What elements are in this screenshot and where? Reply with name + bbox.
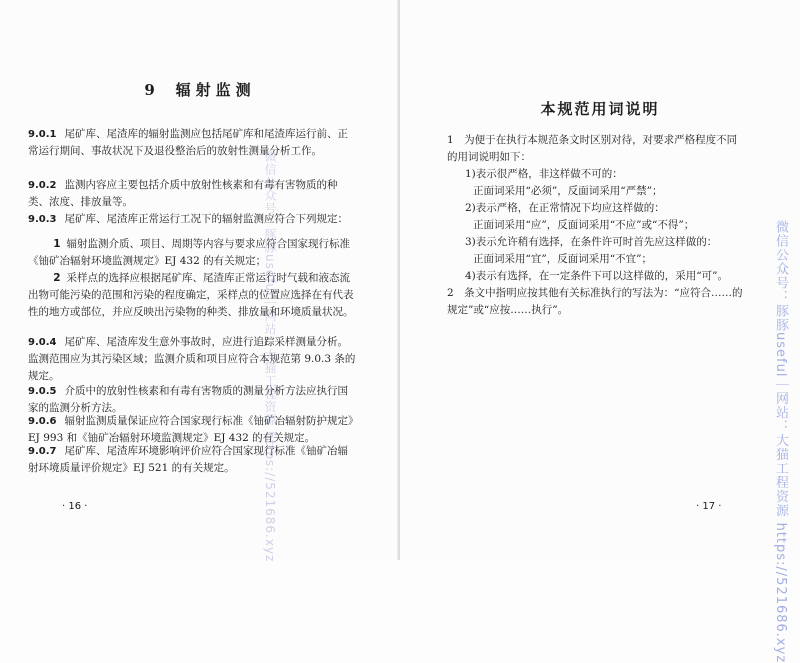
item-number: 1 <box>53 238 61 250</box>
clause-text: 监测内容应主要包括介质中放射性核素和有毒有害物质的种类、浓度、排放量等。 <box>28 179 338 208</box>
clause-text: 介质中的放射性核素和有毒有害物质的测量分析方法应执行国家的监测分析方法。 <box>28 385 348 414</box>
usage-1b-detail: 正面词采用“应”，反面词采用“不应”或“不得”； <box>473 219 695 231</box>
page-title: 本规范用词说明 <box>540 100 660 118</box>
clause-9-0-4 <box>28 334 358 385</box>
usage-1c-detail: 正面词采用“宜”，反面词采用“不宜”； <box>473 253 652 265</box>
clause-number: 9.0.6 <box>28 416 57 427</box>
clause-text: 尾矿库、尾渣库正常运行工况下的辐射监测应符合下列规定： <box>64 213 348 225</box>
clause-text: 辐射监测质量保证应符合国家现行标准《铀矿冶辐射防护规定》EJ 993 和《铀矿冶辐射环境监测规定》EJ 432 的有关规定。 <box>28 415 354 444</box>
usage-1c: 3)表示允许稍有选择，在条件许可时首先应这样做的： <box>465 236 718 248</box>
clause-text: 尾矿库、尾渣库环境影响评价应符合国家现行标准《铀矿冶辐射环境质量评价规定》EJ 521 的有关规定。 <box>28 445 348 474</box>
clause-9-0-3 <box>28 211 358 228</box>
watermark-center: 微信公众号：豚豚useful｜网站：大猫工程资源 https://521686.xyz <box>263 150 277 563</box>
item-text: 辐射监测介质、项目、周期等内容与要求应符合国家现行标准《铀矿冶辐射环境监测规定》EJ 432 的有关规定； <box>28 238 350 267</box>
chapter-title: 辐射监测 <box>175 81 256 99</box>
clause-number: 9.0.2 <box>28 180 57 191</box>
clause-number: 9.0.1 <box>28 129 57 140</box>
usage-item-1: 1 为便于在执行本规范条文时区别对待，对要求严格程度不同的用词说明如下： <box>447 134 738 163</box>
clause-number: 9.0.3 <box>28 214 57 225</box>
usage-1b: 2)表示严格，在正常情况下均应这样做的： <box>465 202 665 214</box>
chapter-heading <box>0 79 400 100</box>
clause-9-0-2 <box>28 177 358 211</box>
clause-item-1 <box>28 236 358 270</box>
clause-9-0-5 <box>28 383 358 417</box>
item-number: 2 <box>53 272 61 284</box>
item-text: 采样点的选择应根据尾矿库、尾渣库正常运行时气载和液态流出物可能污染的范围和污染的程度确定，采样点的位置应选择在有代表性的地方或部位，并应反映出污染物的种类、排放量和环境质量状况。 <box>28 272 354 318</box>
clause-number: 9.0.7 <box>28 446 57 457</box>
watermark-edge: 微信公众号：豚豚useful｜网站：大猫工程资源 https://521686.xyz <box>773 220 788 663</box>
clause-text: 尾矿库、尾渣库发生意外事故时，应进行追踪采样测量分析。监测范围应为其污染区域；监测介质和项目应符合本规范第 9.0.3 条的规定。 <box>28 336 356 382</box>
page-number: · 16 · <box>62 501 88 512</box>
chapter-number: 9 <box>144 81 158 99</box>
usage-1a-detail: 正面词采用“必须”，反面词采用“严禁”； <box>473 185 663 197</box>
usage-1a: 1)表示很严格，非这样做不可的： <box>465 168 623 180</box>
clause-text: 尾矿库、尾渣库的辐射监测应包括尾矿库和尾渣库运行前、正常运行期间、事故状况下及退役整治后的放射性测量分析工作。 <box>28 128 348 157</box>
clause-item-2 <box>28 270 358 321</box>
clause-9-0-1 <box>28 126 358 160</box>
right-page <box>400 0 800 560</box>
page-number: · 17 · <box>696 501 722 512</box>
clause-number: 9.0.5 <box>28 386 57 397</box>
left-page <box>0 0 400 563</box>
usage-1d: 4)表示有选择，在一定条件下可以这样做的，采用“可”。 <box>465 270 729 282</box>
clause-9-0-6 <box>28 413 358 447</box>
clause-number: 9.0.4 <box>28 337 57 348</box>
clause-9-0-7 <box>28 443 358 477</box>
usage-item-2: 2 条文中指明应按其他有关标准执行的写法为：“应符合……的规定”或“应按……执行”。 <box>447 287 743 316</box>
